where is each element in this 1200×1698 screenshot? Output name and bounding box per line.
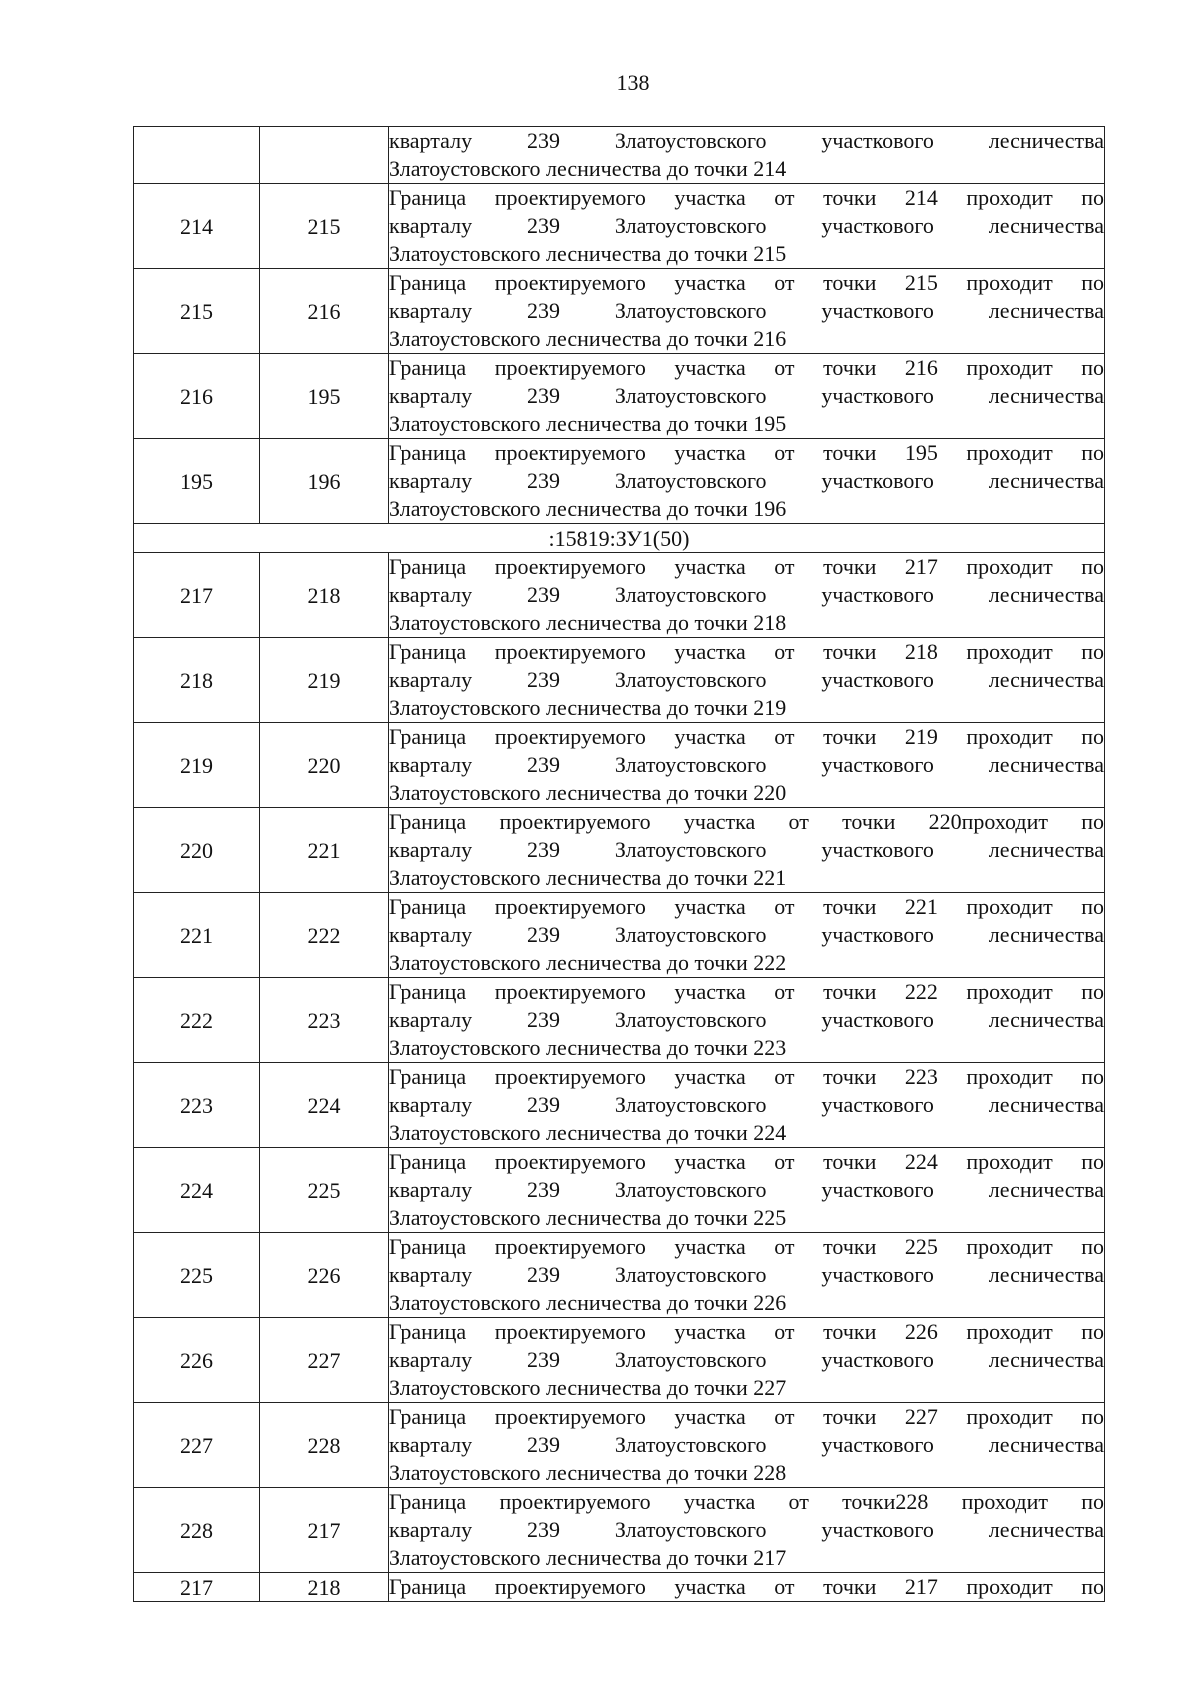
point-from-cell: 214	[134, 184, 260, 269]
table-row	[134, 354, 1105, 439]
table-row	[134, 978, 1105, 1063]
table-row	[134, 1403, 1105, 1488]
description-line: кварталу 239 Златоустовского участкового лесничества	[389, 582, 1104, 607]
description-line: кварталу 239 Златоустовского участкового лесничества	[389, 383, 1104, 408]
description-line: Граница проектируемого участка от точки 224 проходит по	[389, 1149, 1104, 1174]
description-line: Златоустовского лесничества до точки 221	[389, 865, 787, 890]
description-line: Златоустовского лесничества до точки 219	[389, 695, 787, 720]
description-line: кварталу 239 Златоустовского участкового лесничества	[389, 298, 1104, 323]
description-line: Граница проектируемого участка от точки 226 проходит по	[389, 1319, 1104, 1344]
description-line: кварталу 239 Златоустовского участкового лесничества	[389, 752, 1104, 777]
point-from-cell: 226	[134, 1318, 260, 1403]
description-line: Граница проектируемого участка от точки 215 проходит по	[389, 270, 1104, 295]
description-line: кварталу 239 Златоустовского участкового лесничества	[389, 1432, 1104, 1457]
point-to-cell: 227	[260, 1318, 389, 1403]
point-to-cell: 195	[260, 354, 389, 439]
point-from-cell: 221	[134, 893, 260, 978]
description-cell	[389, 1063, 1105, 1148]
description-cell	[389, 354, 1105, 439]
description-line: Златоустовского лесничества до точки 218	[389, 610, 787, 635]
description-cell	[389, 808, 1105, 893]
point-to-cell: 220	[260, 723, 389, 808]
point-from-cell: 218	[134, 638, 260, 723]
description-line: Златоустовского лесничества до точки 215	[389, 241, 787, 266]
description-line: кварталу 239 Златоустовского участкового лесничества	[389, 1262, 1104, 1287]
description-cell	[389, 1573, 1105, 1602]
point-to-cell: 219	[260, 638, 389, 723]
point-to-cell: 225	[260, 1148, 389, 1233]
point-to-cell: 221	[260, 808, 389, 893]
table-row	[134, 1148, 1105, 1233]
description-line: Граница проектируемого участка от точки 217 проходит по	[389, 1574, 1104, 1599]
table-row	[134, 893, 1105, 978]
description-line: Златоустовского лесничества до точки 227	[389, 1375, 787, 1400]
description-cell	[389, 1403, 1105, 1488]
table-row	[134, 1063, 1105, 1148]
description-line: Златоустовского лесничества до точки 222	[389, 950, 787, 975]
boundary-table-body	[134, 127, 1105, 1602]
table-row	[134, 184, 1105, 269]
description-cell	[389, 1488, 1105, 1573]
point-from-cell: 195	[134, 439, 260, 524]
description-line: Граница проектируемого участка от точки228 проходит по	[389, 1489, 1104, 1514]
description-cell	[389, 127, 1105, 184]
point-from-cell: 219	[134, 723, 260, 808]
description-cell	[389, 439, 1105, 524]
point-to-cell: 196	[260, 439, 389, 524]
description-line: кварталу 239 Златоустовского участкового лесничества	[389, 1007, 1104, 1032]
point-from-cell: 228	[134, 1488, 260, 1573]
page-number: 138	[616, 70, 650, 95]
boundary-table	[133, 126, 1105, 1602]
description-cell	[389, 1233, 1105, 1318]
table-row	[134, 127, 1105, 184]
description-line: Граница проектируемого участка от точки 221 проходит по	[389, 894, 1104, 919]
description-line: Граница проектируемого участка от точки 222 проходит по	[389, 979, 1104, 1004]
table-row	[134, 723, 1105, 808]
description-line: Граница проектируемого участка от точки 219 проходит по	[389, 724, 1104, 749]
point-to-cell: 226	[260, 1233, 389, 1318]
point-from-cell: 223	[134, 1063, 260, 1148]
table-row	[134, 808, 1105, 893]
point-to-cell: 222	[260, 893, 389, 978]
description-line: кварталу 239 Златоустовского участкового лесничества	[389, 1092, 1104, 1117]
point-to-cell: 215	[260, 184, 389, 269]
description-cell	[389, 978, 1105, 1063]
point-from-cell: 227	[134, 1403, 260, 1488]
description-line: кварталу 239 Златоустовского участкового лесничества	[389, 667, 1104, 692]
description-line: кварталу 239 Златоустовского участкового лесничества	[389, 1517, 1104, 1542]
description-line: Златоустовского лесничества до точки 224	[389, 1120, 787, 1145]
description-line: кварталу 239 Златоустовского участкового лесничества	[389, 837, 1104, 862]
description-line: Граница проектируемого участка от точки 227 проходит по	[389, 1404, 1104, 1429]
description-line: Граница проектируемого участка от точки 225 проходит по	[389, 1234, 1104, 1259]
point-to-cell: 224	[260, 1063, 389, 1148]
description-line: Златоустовского лесничества до точки 220	[389, 780, 787, 805]
point-from-cell: 225	[134, 1233, 260, 1318]
point-from-cell	[134, 127, 260, 184]
description-line: Граница проектируемого участка от точки 217 проходит по	[389, 554, 1104, 579]
table-row	[134, 439, 1105, 524]
description-cell	[389, 1318, 1105, 1403]
description-line: Граница проектируемого участка от точки 223 проходит по	[389, 1064, 1104, 1089]
description-line: Златоустовского лесничества до точки 228	[389, 1460, 787, 1485]
table-row	[134, 1573, 1105, 1602]
description-line: Граница проектируемого участка от точки 214 проходит по	[389, 185, 1104, 210]
point-from-cell: 217	[134, 1573, 260, 1602]
description-line: кварталу 239 Златоустовского участкового лесничества	[389, 1347, 1104, 1372]
point-from-cell: 217	[134, 553, 260, 638]
table-row	[134, 1233, 1105, 1318]
description-line: кварталу 239 Златоустовского участкового лесничества	[389, 922, 1104, 947]
description-line: Златоустовского лесничества до точки 214	[389, 156, 787, 181]
description-line: кварталу 239 Златоустовского участкового лесничества	[389, 468, 1104, 493]
description-cell	[389, 184, 1105, 269]
description-cell	[389, 893, 1105, 978]
point-to-cell: 218	[260, 1573, 389, 1602]
description-line: Граница проектируемого участка от точки 218 проходит по	[389, 639, 1104, 664]
point-from-cell: 215	[134, 269, 260, 354]
description-cell	[389, 553, 1105, 638]
section-header-row	[134, 524, 1105, 553]
description-line: кварталу 239 Златоустовского участкового лесничества	[389, 1177, 1104, 1202]
point-to-cell: 216	[260, 269, 389, 354]
table-row	[134, 638, 1105, 723]
point-to-cell: 218	[260, 553, 389, 638]
table-row	[134, 1488, 1105, 1573]
point-from-cell: 224	[134, 1148, 260, 1233]
description-line: Граница проектируемого участка от точки 195 проходит по	[389, 440, 1104, 465]
description-line: Златоустовского лесничества до точки 226	[389, 1290, 787, 1315]
point-to-cell: 217	[260, 1488, 389, 1573]
point-to-cell: 228	[260, 1403, 389, 1488]
description-line: Златоустовского лесничества до точки 195	[389, 411, 787, 436]
table-row	[134, 269, 1105, 354]
point-to-cell: 223	[260, 978, 389, 1063]
point-from-cell: 222	[134, 978, 260, 1063]
description-line: Златоустовского лесничества до точки 217	[389, 1545, 787, 1570]
description-line: Златоустовского лесничества до точки 216	[389, 326, 787, 351]
description-line: кварталу 239 Златоустовского участкового лесничества	[389, 128, 1104, 153]
section-label: :15819:ЗУ1(50)	[134, 524, 1105, 553]
table-row	[134, 1318, 1105, 1403]
description-line: Златоустовского лесничества до точки 196	[389, 496, 787, 521]
description-cell	[389, 723, 1105, 808]
description-line: Граница проектируемого участка от точки 216 проходит по	[389, 355, 1104, 380]
description-cell	[389, 1148, 1105, 1233]
point-from-cell: 216	[134, 354, 260, 439]
description-line: кварталу 239 Златоустовского участкового лесничества	[389, 213, 1104, 238]
description-line: Граница проектируемого участка от точки 220проходит по	[389, 809, 1104, 834]
description-cell	[389, 269, 1105, 354]
point-from-cell: 220	[134, 808, 260, 893]
description-cell	[389, 638, 1105, 723]
table-row	[134, 553, 1105, 638]
description-line: Златоустовского лесничества до точки 223	[389, 1035, 787, 1060]
description-line: Златоустовского лесничества до точки 225	[389, 1205, 787, 1230]
point-to-cell	[260, 127, 389, 184]
